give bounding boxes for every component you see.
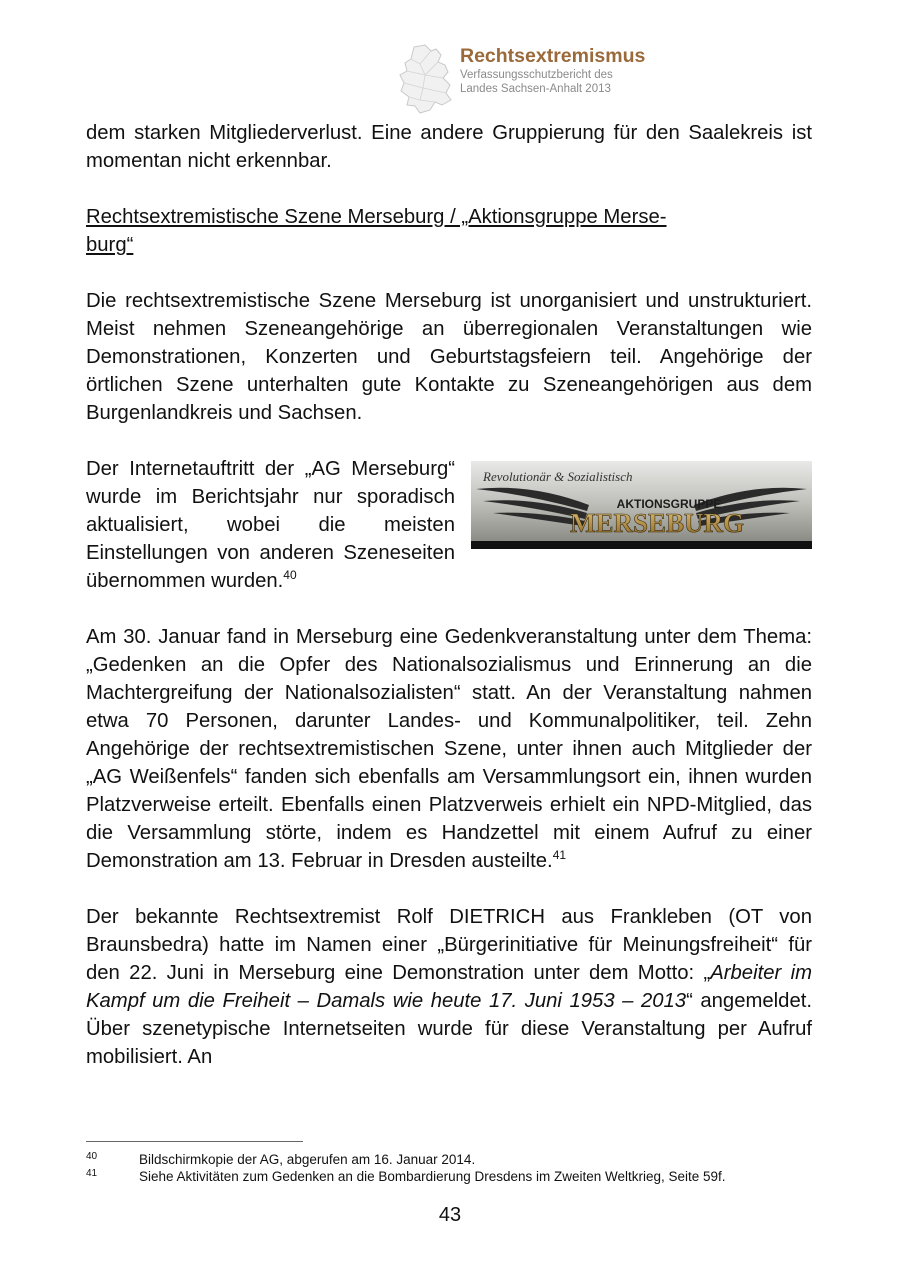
footnote-number: 40 xyxy=(86,1151,98,1162)
banner-line1: AKTIONSGRUPPE xyxy=(616,497,722,511)
paragraph-5-text-a: Der bekannte Rechtsextremist Rolf DIETRICH aus Frankleben (OT von Braunsbedra) hatte im Namen einer „Bürgerinitiative für Meinungsfreiheit“ für den 22. Juni in Merseburg eine Demonstration unter dem Motto: „ xyxy=(86,906,812,984)
footnote-text: Bildschirmkopie der AG, abgerufen am 16. Januar 2014. xyxy=(139,1152,476,1167)
paragraph-3-text: Der Internetauftritt der „AG Merseburg“ wurde im Berichtsjahr nur sporadisch aktualisiert, wobei die meisten Einstellungen von anderen Szeneseiten übernommen wurden. xyxy=(86,458,455,592)
footnote-ref-40: 40 xyxy=(283,568,297,582)
paragraph-2: Die rechtsextremistische Szene Merseburg ist unorganisiert und unstrukturiert. Meist nehmen Szeneangehörige an überregionalen Veranstaltungen wie Demonstrationen, Konzerten und Geburtstagsfeiern teil. Angehörige der örtlichen Szene unterhalten gute Kontakte zu Szeneangehörigen aus dem Burgenlandkreis und Sachsen. xyxy=(86,290,812,424)
footnote-number: 41 xyxy=(86,1168,98,1179)
section-heading xyxy=(86,203,812,259)
footnote-ref-41: 41 xyxy=(552,848,567,862)
page-content xyxy=(86,119,812,1099)
saxony-anhalt-map-icon xyxy=(398,44,454,114)
banner-line2: MERSEBURG xyxy=(569,508,745,538)
paragraph-4 xyxy=(86,623,812,875)
aktionsgruppe-merseburg-banner xyxy=(471,461,812,549)
paragraph-5-motto: Arbeiter im Kampf um die Freiheit – Damals wie heute 17. Juni 1953 – 2013 xyxy=(86,962,812,1012)
page-number: 43 xyxy=(438,1204,462,1226)
banner-script-text: Revolutionär & Sozialistisch xyxy=(483,469,633,484)
header-subtitle-line2: Landes Sachsen-Anhalt 2013 xyxy=(460,83,611,95)
header-title: Rechtsextremismus xyxy=(460,45,646,67)
footnote-divider xyxy=(86,1141,303,1142)
paragraph-5 xyxy=(86,903,812,1071)
section-heading-line2: burg“ xyxy=(86,234,134,256)
paragraph-4-text: Am 30. Januar fand in Merseburg eine Gedenkveranstaltung unter dem Thema: „Gedenken an die Opfer des Nationalsozialismus und Erinnerung an die Machtergreifung der Nationalsozialisten“ statt. An der Veranstaltung nahmen etwa 70 Personen, darunter Landes- und Kommunalpolitiker, teil. Zehn Angehörige der rechtsextremistischen Szene, unter ihnen auch Mitglieder der „AG Weißenfels“ fanden sich ebenfalls am Versammlungsort ein, ihnen wurden Platzverweise erteilt. Ebenfalls einen Platzverweis erhielt ein NPD-Mitglied, das die Versammlung störte, indem es Handzettel mit einem Aufruf zu einer Demonstration am 13. Februar in Dresden austeilte. xyxy=(86,626,812,872)
page-header xyxy=(398,44,698,116)
footnote-text: Siehe Aktivitäten zum Gedenken an die Bombardierung Dresdens im Zweiten Weltkrieg, Seite 59f. xyxy=(139,1169,726,1184)
header-subtitle-line1: Verfassungsschutzbericht des xyxy=(460,69,613,81)
paragraph-5-text-b: “ angemeldet. Über szenetypische Internetseiten wurde für diese Veranstaltung per Aufruf mobilisiert. An xyxy=(86,990,812,1068)
section-heading-line1: Rechtsextremistische Szene Merseburg / „Aktionsgruppe Merse- xyxy=(86,206,667,228)
paragraph-3 xyxy=(86,455,812,595)
paragraph-1: dem starken Mitgliederverlust. Eine andere Gruppierung für den Saalekreis ist momentan nicht erkennbar. xyxy=(86,122,812,172)
